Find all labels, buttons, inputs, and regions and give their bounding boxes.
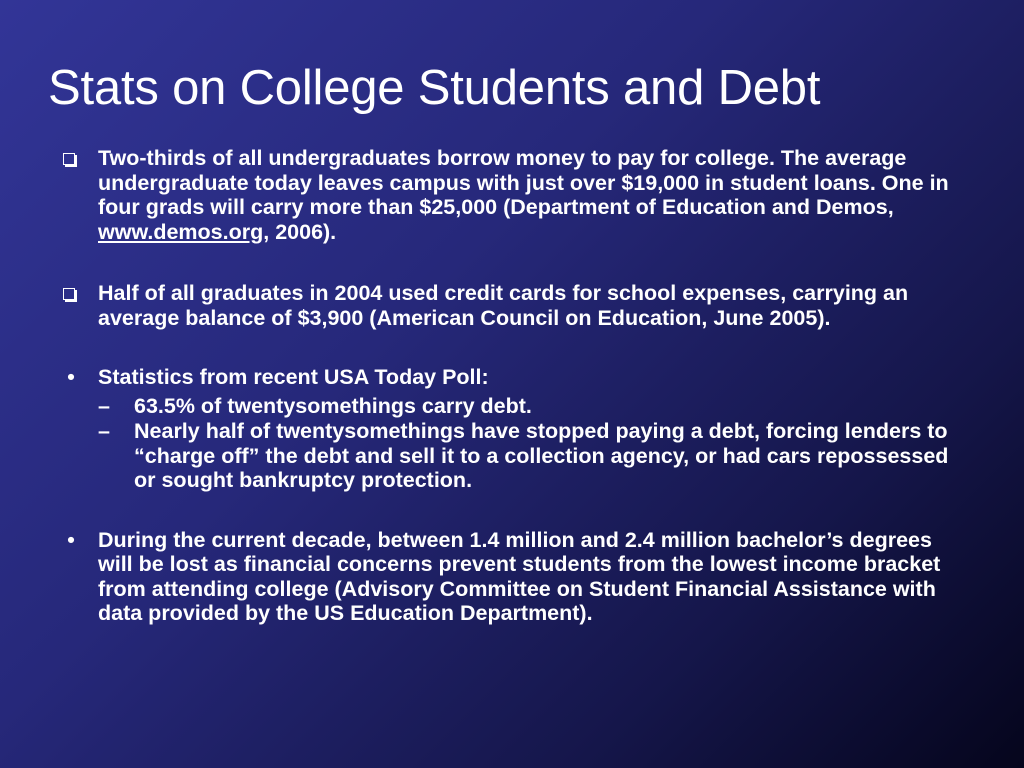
bullet-text-before-link: Two-thirds of all undergraduates borrow money to pay for college. The average undergraduate today leaves campus with just over $19,000 in student loans. One in four grads will carry more than $25,000 (Department of Education and Demos,	[98, 146, 949, 219]
bullet-text: During the current decade, between 1.4 million and 2.4 million bachelor’s degrees will be lost as financial concerns prevent students from the lowest income bracket from attending college (Advisory Committee on Student Financial Assistance with data provided by the US Education Department).	[98, 527, 941, 625]
demos-link[interactable]: www.demos.org	[98, 219, 264, 244]
slide-body	[60, 146, 965, 626]
sub-list	[60, 394, 965, 493]
bullet-text: Statistics from recent USA Today Poll:	[98, 365, 489, 389]
dot-bullet-icon: •	[67, 527, 75, 552]
bullet-item	[60, 281, 965, 330]
sub-item-text: Nearly half of twentysomethings have stopped paying a debt, forcing lenders to “charge off” the debt and sell it to a collection agency, or had cars repossessed or sought bankruptcy protection.	[134, 419, 949, 492]
slide-title: Stats on College Students and Debt	[48, 61, 821, 115]
bullet-item	[60, 365, 965, 390]
bullet-text	[98, 146, 965, 244]
sub-item	[60, 394, 965, 419]
sub-item	[60, 419, 965, 493]
bullet-text: Half of all graduates in 2004 used credit cards for school expenses, carrying an average balance of $3,900 (American Council on Education, June 2005).	[98, 281, 909, 330]
dot-bullet-icon: •	[67, 365, 75, 389]
bullet-item	[60, 146, 965, 244]
bullet-item	[60, 528, 965, 626]
bullet-text-after-link: , 2006).	[263, 219, 337, 244]
sub-item-text: 63.5% of twentysomethings carry debt.	[134, 393, 532, 418]
square-bullet-icon	[63, 288, 75, 300]
bullet-group	[60, 365, 965, 493]
dash-bullet-icon: –	[98, 419, 110, 443]
square-bullet-icon	[63, 153, 75, 165]
dash-bullet-icon: –	[98, 393, 110, 418]
